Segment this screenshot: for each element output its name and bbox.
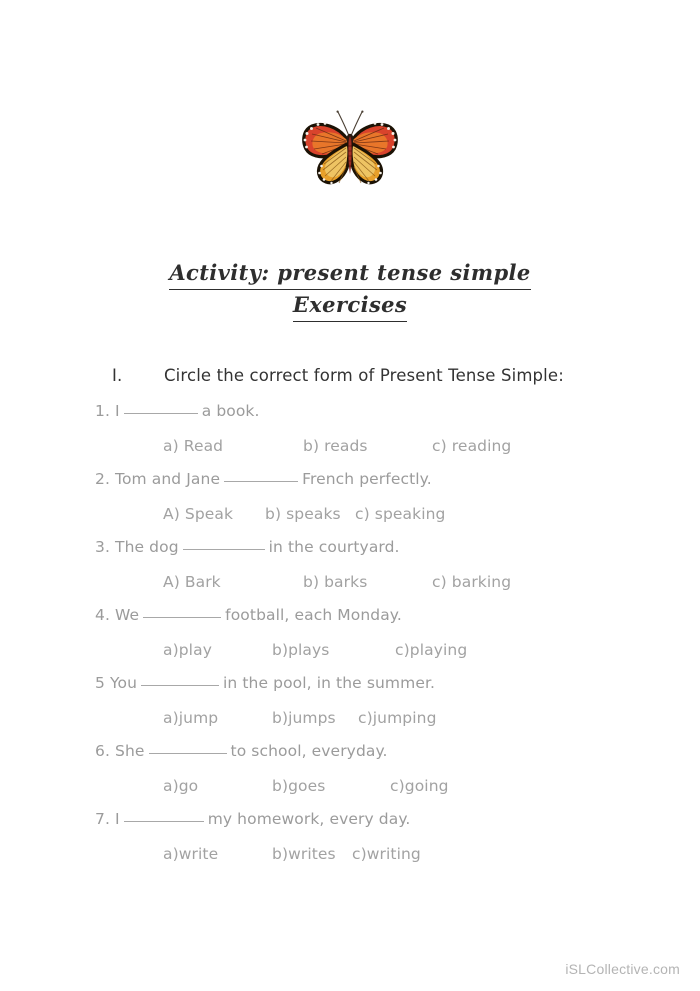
answer-option[interactable]: a)play bbox=[163, 641, 212, 659]
question-item bbox=[0, 470, 700, 538]
butterfly-icon bbox=[300, 106, 400, 192]
question-suffix: French perfectly. bbox=[302, 470, 432, 488]
title-line-1-text: Activity: present tense simple bbox=[169, 258, 530, 290]
answer-option[interactable]: b) barks bbox=[303, 573, 368, 591]
title-line-2-text: Exercises bbox=[293, 290, 407, 322]
question-item bbox=[0, 402, 700, 470]
butterfly-illustration bbox=[0, 104, 700, 194]
question-suffix: my homework, every day. bbox=[207, 810, 411, 828]
answer-option[interactable]: a) Read bbox=[163, 437, 224, 455]
answer-option[interactable]: c)playing bbox=[395, 641, 468, 659]
question-item bbox=[0, 606, 700, 674]
question-suffix: to school, everyday. bbox=[230, 742, 388, 760]
question-text bbox=[95, 470, 432, 488]
answer-option[interactable]: b)writes bbox=[272, 845, 336, 863]
question-prefix: 5 You bbox=[95, 674, 138, 692]
watermark-footer: iSLCollective.com bbox=[565, 961, 680, 977]
answer-option[interactable]: a)jump bbox=[163, 709, 219, 727]
question-suffix: a book. bbox=[201, 402, 260, 420]
answer-option[interactable]: c) barking bbox=[432, 573, 512, 591]
question-text bbox=[95, 810, 410, 828]
question-prefix: 7. I bbox=[95, 810, 120, 828]
question-text bbox=[95, 606, 402, 624]
question-prefix: 1. I bbox=[95, 402, 120, 420]
answer-blank[interactable] bbox=[224, 481, 298, 482]
answer-blank[interactable] bbox=[124, 413, 198, 414]
answer-option[interactable]: A) Speak bbox=[163, 505, 234, 523]
answer-option[interactable]: c)going bbox=[390, 777, 449, 795]
title-line-2 bbox=[0, 290, 700, 322]
option-row bbox=[0, 709, 700, 733]
page-title bbox=[0, 258, 700, 322]
answer-option[interactable]: a)go bbox=[163, 777, 199, 795]
answer-option[interactable]: c)jumping bbox=[358, 709, 437, 727]
option-row bbox=[0, 573, 700, 597]
question-suffix: football, each Monday. bbox=[225, 606, 402, 624]
answer-option[interactable]: b) reads bbox=[303, 437, 368, 455]
answer-option[interactable]: A) Bark bbox=[163, 573, 221, 591]
answer-option[interactable]: b)jumps bbox=[272, 709, 336, 727]
option-row bbox=[0, 437, 700, 461]
exercise-instruction bbox=[112, 366, 672, 385]
question-text bbox=[95, 538, 400, 556]
answer-option[interactable]: c) reading bbox=[432, 437, 512, 455]
instruction-text: Circle the correct form of Present Tense Simple: bbox=[164, 366, 564, 385]
question-item bbox=[0, 674, 700, 742]
question-suffix: in the pool, in the summer. bbox=[223, 674, 436, 692]
answer-blank[interactable] bbox=[124, 821, 204, 822]
answer-blank[interactable] bbox=[149, 753, 227, 754]
question-prefix: 4. We bbox=[95, 606, 140, 624]
question-item bbox=[0, 538, 700, 606]
question-prefix: 6. She bbox=[95, 742, 145, 760]
question-item bbox=[0, 742, 700, 810]
question-prefix: 2. Tom and Jane bbox=[95, 470, 221, 488]
answer-blank[interactable] bbox=[143, 617, 221, 618]
option-row bbox=[0, 505, 700, 529]
question-suffix: in the courtyard. bbox=[268, 538, 400, 556]
answer-blank[interactable] bbox=[183, 549, 265, 550]
answer-option[interactable]: a)write bbox=[163, 845, 219, 863]
option-row bbox=[0, 641, 700, 665]
question-item bbox=[0, 810, 700, 878]
question-list bbox=[0, 402, 700, 878]
instruction-numeral: I. bbox=[112, 366, 123, 385]
answer-option[interactable]: c) speaking bbox=[355, 505, 446, 523]
option-row bbox=[0, 777, 700, 801]
question-text bbox=[95, 674, 435, 692]
answer-option[interactable]: b) speaks bbox=[265, 505, 341, 523]
answer-option[interactable]: c)writing bbox=[352, 845, 421, 863]
question-text bbox=[95, 742, 388, 760]
option-row bbox=[0, 845, 700, 869]
title-line-1 bbox=[0, 258, 700, 290]
answer-option[interactable]: b)plays bbox=[272, 641, 330, 659]
answer-blank[interactable] bbox=[141, 685, 219, 686]
question-text bbox=[95, 402, 260, 420]
question-prefix: 3. The dog bbox=[95, 538, 179, 556]
answer-option[interactable]: b)goes bbox=[272, 777, 326, 795]
